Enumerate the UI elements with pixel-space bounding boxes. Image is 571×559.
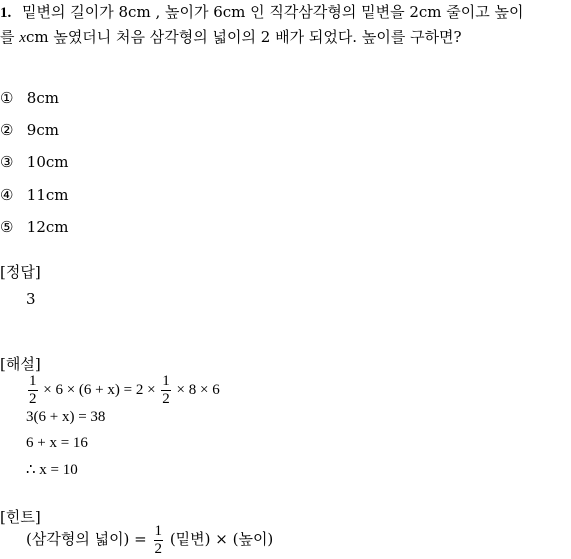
fraction [28, 373, 38, 408]
choice-mark: ④ [0, 186, 14, 204]
hint-label: [힌트] [0, 508, 41, 526]
question-number: 1. [0, 5, 12, 21]
choice-text: 11cm [26, 186, 69, 204]
question-line-1 [0, 2, 524, 23]
question-line-2 [0, 27, 462, 48]
choice-3[interactable] [0, 152, 69, 172]
solution-eq-1 [26, 372, 220, 408]
question-variable: x [19, 30, 26, 46]
choice-text: 9cm [26, 121, 59, 139]
fraction-numerator: 1 [162, 373, 170, 390]
choice-2[interactable] [0, 120, 59, 140]
solution-label: [해설] [0, 355, 41, 373]
solution-eq-4: ∴ x = 10 [26, 462, 78, 478]
choice-text: 10cm [26, 153, 69, 171]
choice-mark: ③ [0, 153, 14, 171]
fraction [154, 523, 164, 558]
choice-1[interactable] [0, 88, 59, 108]
choice-4[interactable] [0, 185, 69, 205]
choice-mark: ② [0, 121, 14, 139]
hint-right: (밑변) × (높이) [169, 530, 274, 548]
eq1-end: × 8 × 6 [176, 382, 220, 398]
hint-formula [26, 521, 273, 558]
fraction-numerator: 1 [29, 373, 37, 390]
question-text-2a: 를 [0, 28, 20, 46]
fraction-denominator: 2 [29, 391, 37, 408]
solution-eq-3: 6 + x = 16 [26, 435, 88, 451]
eq1-middle: × 6 × (6 + x) = 2 × [43, 382, 156, 398]
choice-5[interactable] [0, 217, 69, 237]
question-text-1: 밑변의 길이가 8cm , 높이가 6cm 인 직각삼각형의 밑변을 2cm 줄이고 높이 [22, 3, 524, 21]
choice-mark: ⑤ [0, 218, 14, 236]
question-text-2b: cm 높였더니 처음 삼각형의 넓이의 2 배가 되었다. 높이를 구하면? [25, 28, 462, 46]
hint-left: (삼각형의 넓이) = [26, 530, 147, 548]
fraction-denominator: 2 [154, 540, 163, 557]
answer-label: [정답] [0, 263, 41, 281]
choice-mark: ① [0, 89, 14, 107]
fraction-denominator: 2 [162, 391, 170, 408]
fraction [161, 373, 171, 408]
answer-value: 3 [26, 290, 36, 308]
choice-text: 8cm [26, 89, 59, 107]
solution-eq-2: 3(6 + x) = 38 [26, 409, 106, 425]
fraction-numerator: 1 [154, 522, 163, 539]
choice-text: 12cm [26, 218, 69, 236]
